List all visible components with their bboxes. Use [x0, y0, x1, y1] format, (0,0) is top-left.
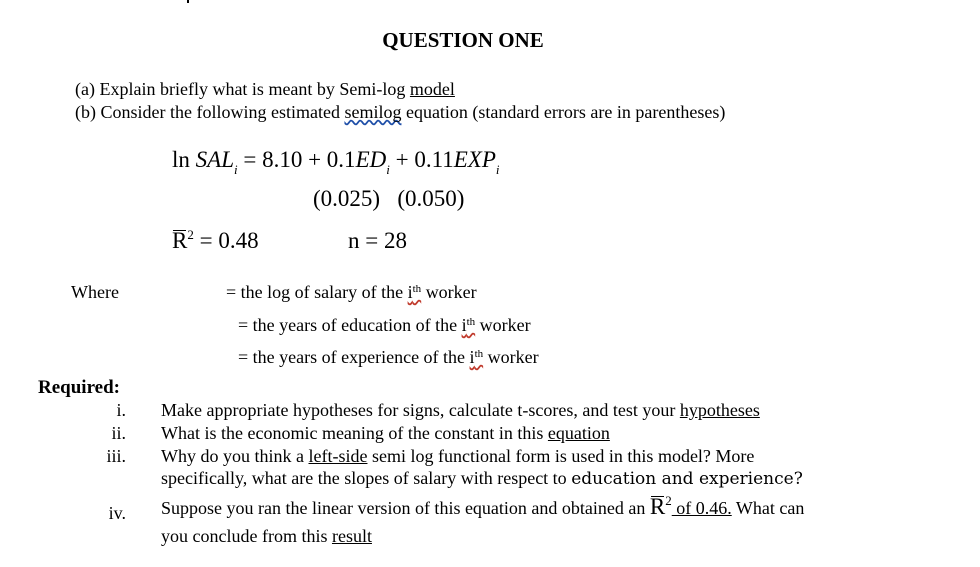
part-b-suffix: equation (standard errors are in parentheses) — [401, 102, 726, 122]
def-i: i — [469, 347, 475, 367]
item-underlined: left-side — [308, 446, 368, 466]
item-underlined: hypotheses — [679, 400, 760, 420]
def-ith — [408, 282, 422, 302]
item-text: Make appropriate hypotheses for signs, calculate t-scores, and test your — [161, 400, 680, 420]
part-a-text: (a) Explain briefly what is meant by Semi-log — [75, 79, 410, 99]
item-text-post: What can — [731, 498, 805, 518]
regression-equation — [172, 147, 500, 177]
item-text: you conclude from this — [161, 526, 332, 546]
eq-sub-i-ed: i — [386, 162, 390, 177]
def-th: th — [412, 283, 422, 295]
def-text: = the log of salary of the — [226, 282, 408, 302]
part-b-misspelled-word: semilog — [344, 102, 402, 122]
required-item-iii — [161, 446, 754, 467]
def-i: i — [407, 282, 413, 302]
item-underlined: result — [331, 526, 372, 546]
r-squared-value: = 0.48 — [193, 228, 259, 253]
required-item-iii-line2 — [161, 468, 803, 489]
item-text: Why do you think a — [161, 446, 309, 466]
def-th: th — [466, 316, 476, 328]
required-item-i — [161, 400, 760, 421]
r-sup: 2 — [187, 227, 194, 242]
def-suffix: worker — [421, 282, 477, 302]
eq-constant-part: = 8.10 + 0.1 — [237, 147, 356, 172]
required-item-ii — [161, 423, 610, 444]
item-text-post: semi log functional form is used in this model? More — [367, 446, 755, 466]
def-text: = the years of education of the — [238, 315, 462, 335]
definition-ed — [238, 315, 531, 336]
item-number: iv. — [108, 503, 126, 523]
question-title: QUESTION ONE — [382, 28, 544, 52]
part-a-underlined: model — [409, 79, 455, 99]
where-label: Where — [71, 282, 119, 302]
definition-sal — [226, 282, 477, 303]
item-number: i. — [116, 400, 126, 420]
def-ith — [462, 315, 476, 335]
eq-sub-i-exp: i — [495, 162, 500, 177]
item-number: iii. — [106, 446, 126, 466]
page-edge-mark — [187, 0, 189, 3]
r-sup: 2 — [665, 493, 672, 508]
def-suffix: worker — [483, 347, 539, 367]
standard-errors: (0.025) (0.050) — [313, 186, 465, 211]
item-text: Suppose you ran the linear version of this equation and obtained an — [161, 498, 650, 518]
item-underlined: of 0.46. — [671, 498, 732, 518]
r-bar-letter: R — [649, 494, 666, 519]
eq-ln: ln — [172, 147, 190, 172]
part-a — [75, 79, 455, 100]
def-text: = the years of experience of the — [238, 347, 470, 367]
def-i: i — [461, 315, 467, 335]
required-item-iv-line2 — [161, 526, 372, 547]
item-text-alt-font: education and experience? — [571, 469, 803, 489]
item-number: ii. — [111, 423, 126, 443]
r-squared — [172, 228, 259, 254]
eq-ed: ED — [355, 147, 387, 172]
part-b — [75, 102, 725, 123]
item-text: What is the economic meaning of the constant in this — [161, 423, 548, 443]
definition-exp — [238, 347, 539, 368]
def-th: th — [474, 348, 484, 360]
eq-exp: EXP — [453, 147, 496, 172]
required-item-iv — [161, 494, 804, 520]
def-ith — [470, 347, 484, 367]
eq-exp-coef: + 0.11 — [389, 147, 454, 172]
item-text: specifically, what are the slopes of salary with respect to — [161, 468, 572, 488]
r-bar-letter: R — [172, 228, 188, 253]
eq-sub-i: i — [233, 162, 238, 177]
part-b-text: (b) Consider the following estimated — [75, 102, 345, 122]
sample-size: n = 28 — [348, 228, 407, 253]
def-suffix: worker — [475, 315, 531, 335]
item-underlined: equation — [547, 423, 610, 443]
eq-sal: SAL — [195, 147, 234, 172]
required-label: Required: — [38, 377, 120, 398]
